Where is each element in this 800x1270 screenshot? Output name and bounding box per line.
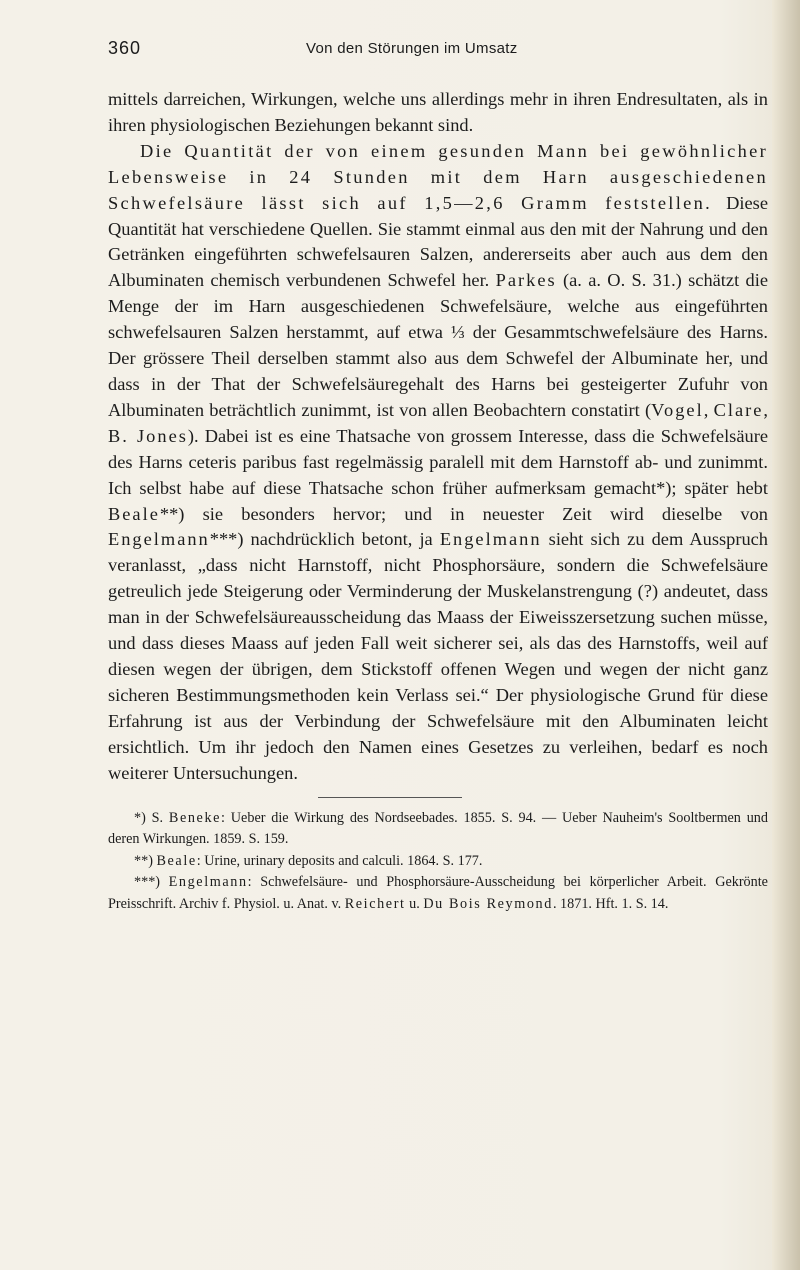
author-name: Clare — [713, 399, 764, 420]
separator: , — [763, 399, 768, 420]
author-name: Reichert — [344, 895, 406, 912]
running-head: Von den Störungen im Umsatz — [306, 40, 518, 57]
paragraph-2-text-f: sieht sich zu dem Ausspruch veranlasst, „dass nicht Harnstoff, nicht Phosphorsäure, sondern die Schwefelsäure getreulich jede Steigerung oder Verminderung der Muskelanstrengung (?) andeutet, dass man in der Schwefelsäureausscheidung das Maass der Eiweisszersetzung suchen müsse, und dass dieses Maass auf jeden Fall weit sicherer sei, als das des Harnstoffs, weil auf diesen wegen der übrigen, dem Stickstoff offenen Wegen und wegen der nicht ganz sicheren Bestimmungsmethoden kein Verlass sei.“ Der physiologische Grund für diese Erfahrung ist aus der Verbindung der Schwefelsäure mit den Albuminaten leicht ersichtlich. Um ihr jedoch den Namen eines Gesetzes zu verleihen, bedarf es noch weiterer Untersuchungen. — [108, 529, 769, 783]
page-number: 360 — [108, 38, 142, 58]
footnote-text: : Schwefelsäure- und Phosphorsäure-Ausscheidung bei körperlicher Arbeit. Gekrönte Preisschrift. Archiv f. Physiol. u. Anat. v. — [108, 874, 768, 912]
paragraph-2-text-b: (a. a. O. S. 31.) schätzt die Menge der im Harn ausgeschiedenen Schwefelsäure, welche aus eingeführten schwefelsauren Salzen herstammt, auf etwa ⅓ der Gesammtschwefelsäure des Harns. Der grössere Theil derselben stammt also aus dem Schwefel der Albuminate her, und dass in der That der Schwefelsäuregehalt des Harns bei gesteigerter Zufuhr von Albuminaten beträchtlich zunimmt, ist von allen Beobachtern constatirt ( — [108, 270, 768, 420]
paragraph-2-text-d: **) sie besonders hervor; und in neuester Zeit wird dieselbe von — [159, 503, 768, 524]
paragraph-2-text-c: ). Dabei ist es eine Thatsache von grossem Interesse, dass die Schwefelsäure des Harns ceteris paribus fast regelmässig paralell mit dem Harnstoff ab- und zunimmt. Ich selbst habe auf diese Thatsache schon früher aufmerksam gemacht*); später hebt — [108, 425, 768, 498]
page-edge-shadow — [772, 0, 800, 1270]
footnote-divider — [318, 797, 462, 798]
page-header — [108, 34, 768, 62]
paragraph-2 — [108, 139, 768, 787]
footnote-marker: ***) — [134, 874, 169, 891]
footnote-text: : Ueber die Wirkung des Nordseebades. 1855. S. 94. — Ueber Nauheim's Sooltbermen und deren Wirkungen. 1859. S. 159. — [108, 810, 768, 848]
emphasized-statement: Die Quantität der von einem gesunden Mann bei gewöhnlicher Lebensweise in 24 Stunden mit dem Harn ausgeschiedenen Schwefelsäure lässt sich auf 1,5—2,6 Gramm feststellen. — [108, 140, 768, 213]
paragraph-1: mittels darreichen, Wirkungen, welche uns allerdings mehr in ihren Endresultaten, als in ihren physiologischen Beziehungen bekannt sind. — [108, 89, 768, 135]
footnote-text: u. — [405, 895, 424, 912]
author-name: Parkes — [495, 270, 557, 291]
author-name: Engelmann — [439, 529, 542, 550]
author-name: B. Jones — [108, 425, 188, 446]
author-name: Engelmann — [168, 874, 248, 891]
footnote-1 — [108, 808, 768, 851]
footnote-marker: *) S. — [134, 810, 169, 826]
footnote-text: : Urine, urinary deposits and calculi. 1864. S. 177. — [196, 852, 483, 869]
author-name: Vogel — [651, 399, 704, 420]
author-name: Beale — [108, 503, 160, 524]
author-name: Beneke — [168, 810, 222, 826]
separator: , — [703, 399, 714, 420]
footnotes — [108, 808, 768, 915]
main-text — [108, 87, 768, 786]
footnote-text: . 1871. Hft. 1. S. 14. — [552, 895, 669, 912]
paragraph-2-text-a: Diese Quantität hat verschiedene Quellen. Sie stammt einmal aus den mit der Nahrung und den Getränken eingeführten schwefelsauren Salzen, andererseits aber auch aus dem den Albuminaten chemisch verbundenen Schwefel her. — [108, 192, 768, 291]
footnote-2 — [108, 851, 768, 872]
footnote-marker: **) — [134, 852, 157, 869]
paragraph-2-text-e: ***) nachdrücklich betont, ja — [209, 529, 440, 550]
author-name: Beale — [156, 852, 197, 869]
author-name: Du Bois Reymond — [423, 895, 553, 912]
author-name: Engelmann — [108, 529, 210, 550]
footnote-3 — [108, 872, 768, 915]
